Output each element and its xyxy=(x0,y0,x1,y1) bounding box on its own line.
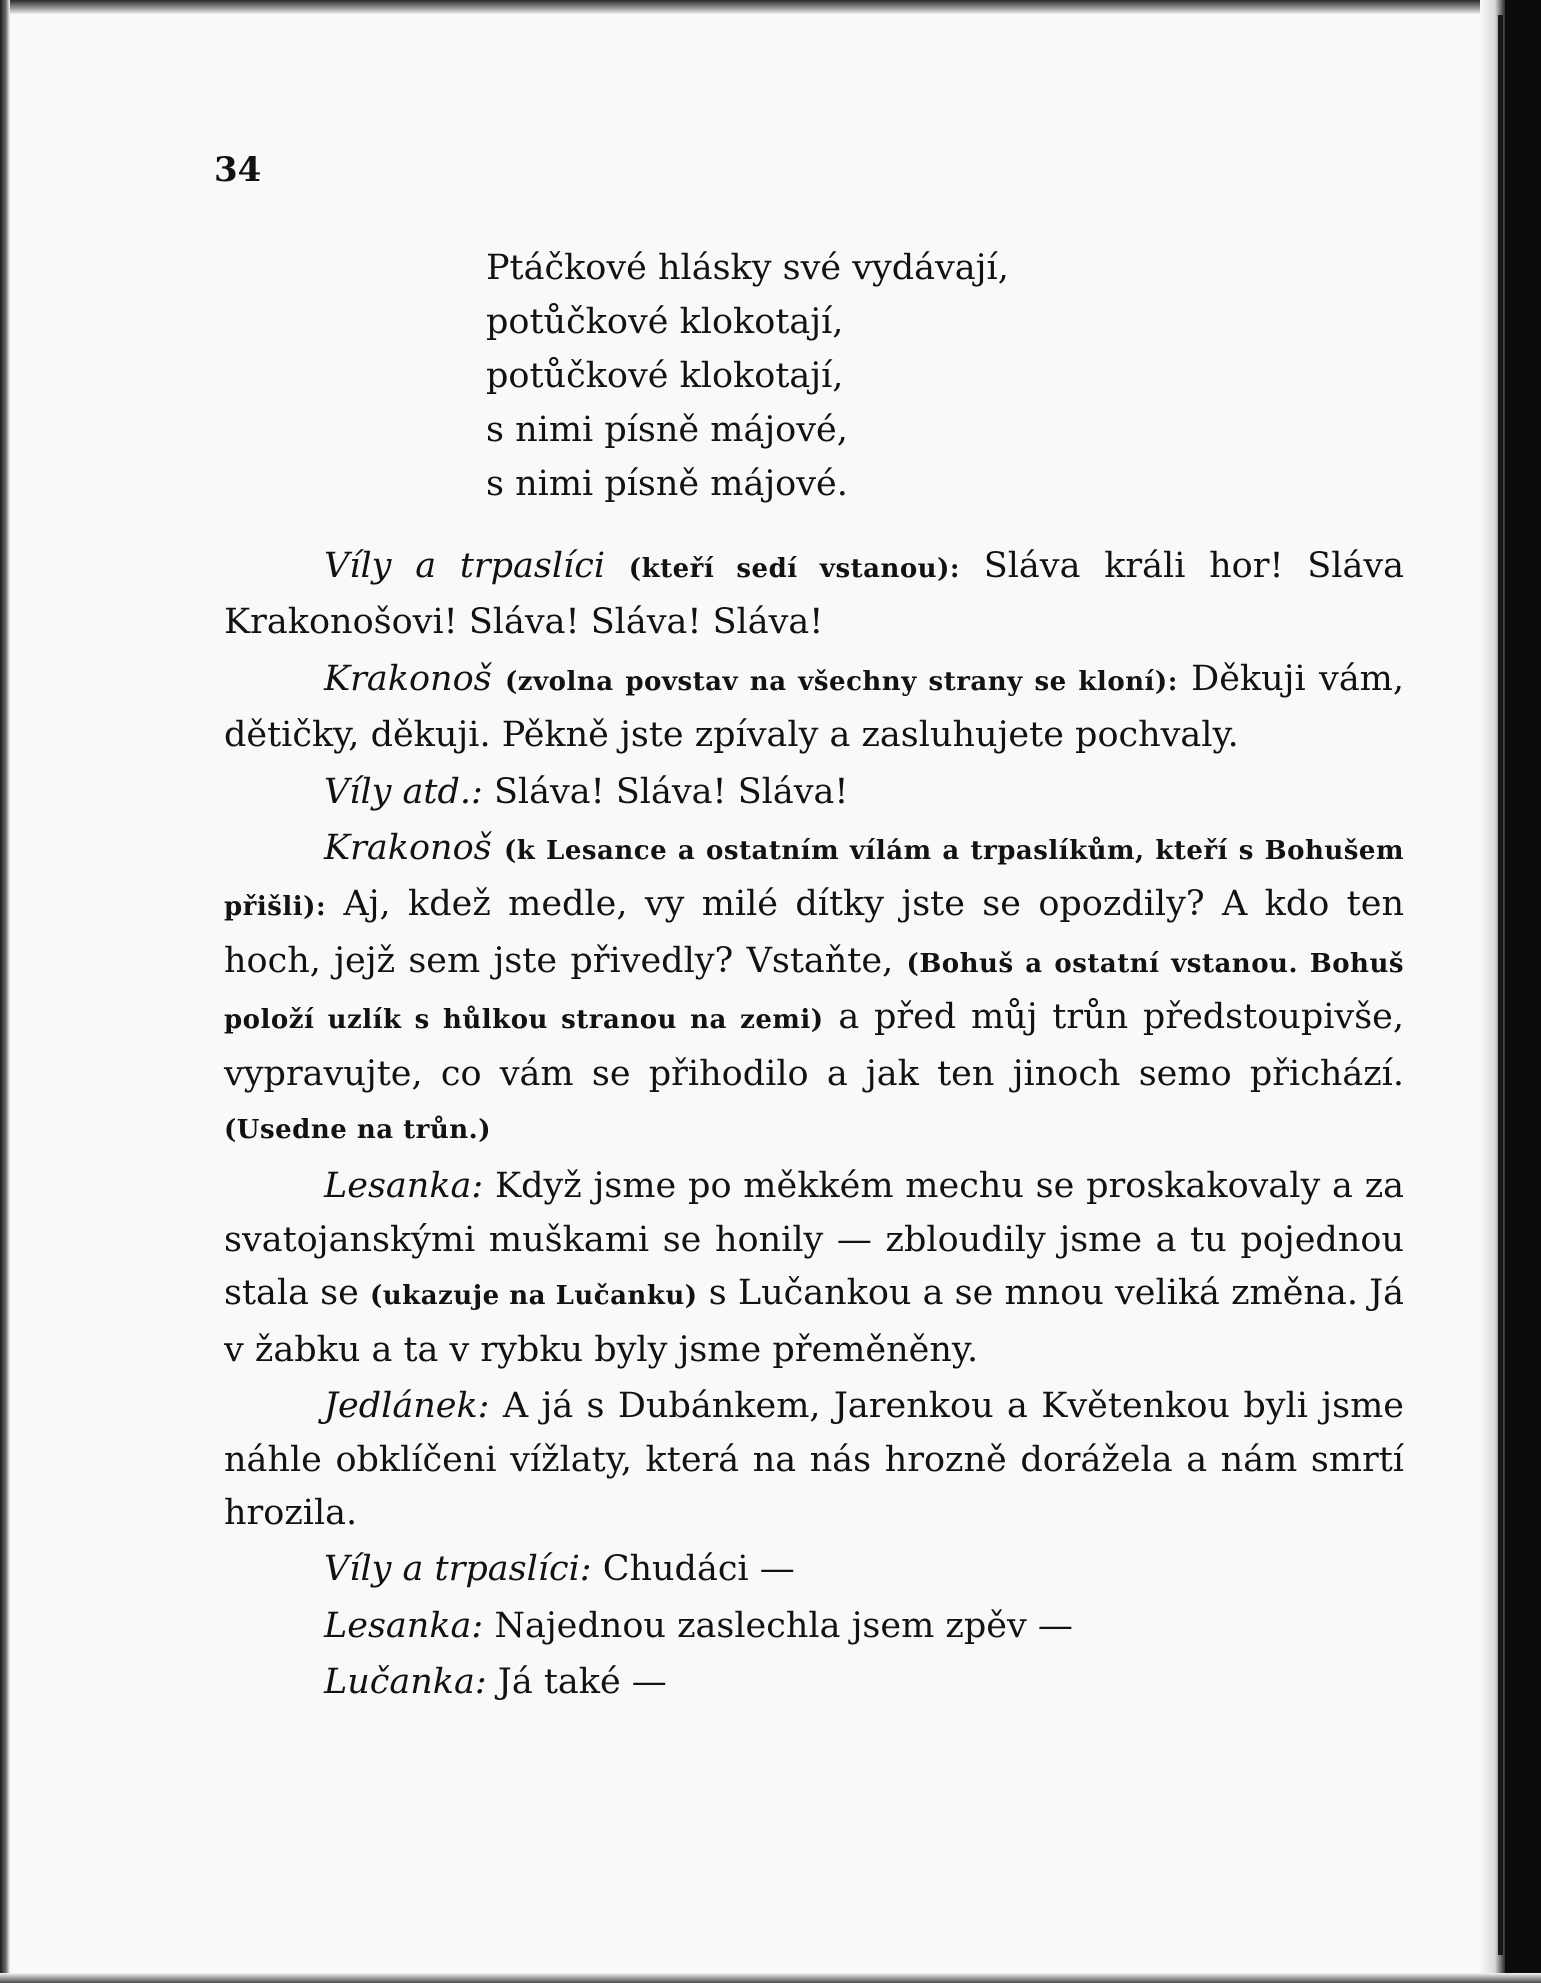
page-top-edge xyxy=(0,0,1541,14)
song-verse xyxy=(486,241,1126,511)
dialogue-paragraph xyxy=(224,1160,1404,1377)
speaker-name: Lučanka: xyxy=(324,1662,487,1703)
speaker-name: Lesanka: xyxy=(324,1605,484,1646)
verse-line: s nimi písně májové. xyxy=(486,464,848,504)
speaker-name: Lesanka: xyxy=(324,1166,484,1207)
verse-line: s nimi písně májové, xyxy=(486,410,848,450)
dialogue-text: Děkuji vám, dětičky, děkuji. Pěkně jste zpívaly a zasluhujete pochvaly. xyxy=(224,658,1404,756)
dialogue-paragraph xyxy=(224,540,1404,650)
verse-line: potůčkové klokotají, xyxy=(486,302,844,342)
page-number: 34 xyxy=(214,150,262,190)
speaker-name: Víly atd.: xyxy=(324,771,483,812)
stage-direction: (Bohuš a ostatní vstanou. Bohuš položí uzlík s hůlkou stranou na zemi) xyxy=(224,948,1404,1036)
dialogue-paragraph xyxy=(224,822,1404,1157)
dialogue-text: Když jsme po měkkém mechu se proskakovaly a za svatojanskými muškami se honily — zbloudily jsme a tu pojednou stala se xyxy=(224,1166,1404,1314)
dialogue-paragraph xyxy=(224,766,1404,819)
dialogue-text: Chudáci — xyxy=(591,1549,795,1590)
dialogue-paragraph xyxy=(224,653,1404,763)
dialogue-paragraph xyxy=(224,1600,1404,1653)
dialogue-paragraph xyxy=(224,1656,1404,1709)
dialogue-text: a před můj trůn předstoupivše, vypravujte, co vám se přihodilo a jak ten jinoch semo přichází. xyxy=(224,997,1404,1094)
speaker-name: Víly a trpaslíci: xyxy=(324,1549,592,1590)
binding-line xyxy=(1498,15,1503,1955)
dialogue-text: A já s Dubánkem, Jarenkou a Květenkou byli jsme náhle obklíčeni vížlaty, která na nás hrozně dorážela a nám smrtí hrozila. xyxy=(224,1386,1404,1533)
speaker-name: Víly a trpaslíci xyxy=(324,546,606,586)
page-left-edge xyxy=(0,0,10,1983)
dialogue-text: Sláva! Sláva! Sláva! xyxy=(482,771,849,812)
speaker-name: Krakonoš xyxy=(324,828,492,869)
speaker-name: Krakonoš xyxy=(324,658,492,699)
dialogue-text: Já také — xyxy=(486,1662,667,1703)
dialogue-text: Aj, kdež medle, vy milé dítky jste se opozdily? A kdo ten hoch, jejž sem jste přivedly? Vstaňte, xyxy=(224,884,1404,981)
stage-direction: (kteří sedí vstanou): xyxy=(628,554,960,584)
dialogue-text: Sláva králi hor! Sláva Krakonošovi! Sláva! Sláva! Sláva! xyxy=(224,546,1404,643)
verse-line: potůčkové klokotají, xyxy=(486,356,844,396)
dialogue-paragraph xyxy=(224,1380,1404,1540)
page-bottom-edge xyxy=(0,1973,1541,1983)
stage-direction: (k Lesance a ostatním vílám a trpaslíkům, kteří s Bohušem přišli): xyxy=(224,836,1404,923)
page-right-edge xyxy=(1505,0,1541,1983)
dialogue-text: Najednou zaslechla jsem zpěv — xyxy=(483,1605,1073,1646)
speaker-name: Jedlánek: xyxy=(324,1386,490,1427)
dialogue-paragraph xyxy=(224,1543,1404,1596)
stage-direction: (zvolna povstav na všechny strany se kloní): xyxy=(504,666,1178,697)
stage-direction: (Usedne na trůn.) xyxy=(224,1115,492,1146)
verse-line: Ptáčkové hlásky své vydávají, xyxy=(486,248,1009,288)
dialogue-text: s Lučankou a se mnou veliká změna. Já v žabku a ta v rybku byly jsme přeměněny. xyxy=(224,1273,1404,1370)
stage-direction: (ukazuje na Lučanku) xyxy=(369,1281,698,1312)
dialogue-block xyxy=(224,540,1404,1713)
